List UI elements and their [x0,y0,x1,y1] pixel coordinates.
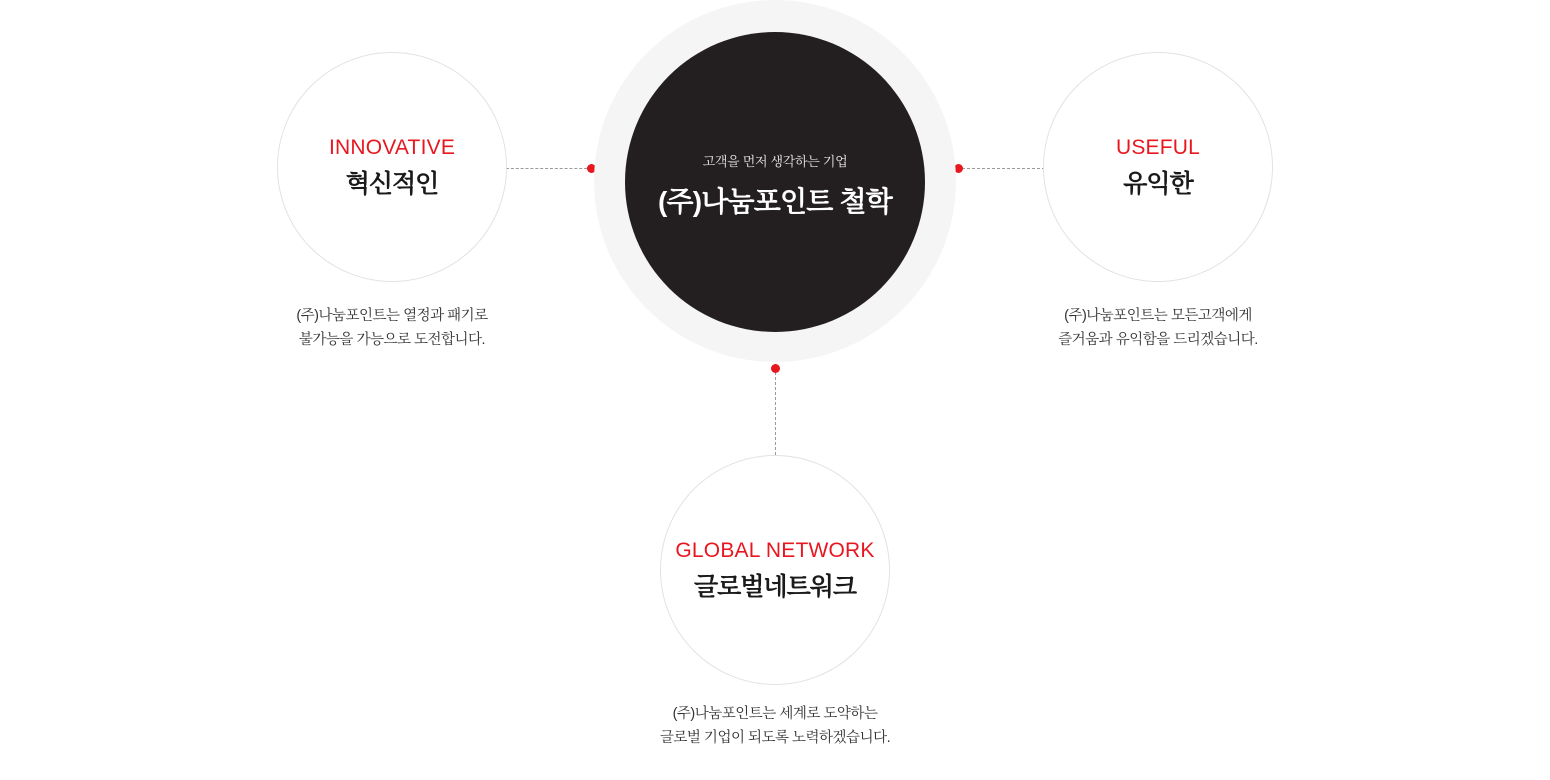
center-circle [625,32,925,332]
node-useful-desc-line1: (주)나눔포인트는 모든고객에게 [1064,308,1252,324]
node-global-network-kor: 글로벌네트워크 [693,572,857,601]
center-title: (주)나눔포인트 철학 [657,185,892,217]
node-innovative[interactable] [277,52,507,282]
node-useful[interactable] [1043,52,1273,282]
node-useful-description [1058,305,1258,353]
center-subtitle: 고객을 먼저 생각하는 기업 [702,153,848,169]
node-innovative-desc-line2: 불가능을 가능으로 도전합니다. [298,331,486,348]
node-innovative-desc-line1: (주)나눔포인트는 열정과 패기로 [296,308,488,324]
connector-line-innovative [506,168,592,169]
node-innovative-description [296,305,487,353]
connector-line-useful [962,168,1045,169]
node-useful-desc-line2: 즐거움과 유익함을 드리겠습니다. [1058,331,1258,348]
node-innovative-eng: INNOVATIVE [328,136,456,160]
node-global-network-desc-line1: (주)나눔포인트는 세계로 도약하는 [672,706,878,722]
node-global-network-eng: GLOBAL NETWORK [675,539,875,563]
node-useful-eng: USEFUL [1115,136,1201,160]
connector-dot-global [771,364,780,373]
node-useful-kor: 유익한 [1123,169,1193,198]
node-global-network[interactable] [660,455,890,685]
node-global-network-desc-line2: 글로벌 기업이 되도록 노력하겠습니다. [659,729,891,746]
node-innovative-kor: 혁신적인 [345,169,439,198]
connector-line-global [775,372,776,455]
node-global-network-description [660,703,890,751]
